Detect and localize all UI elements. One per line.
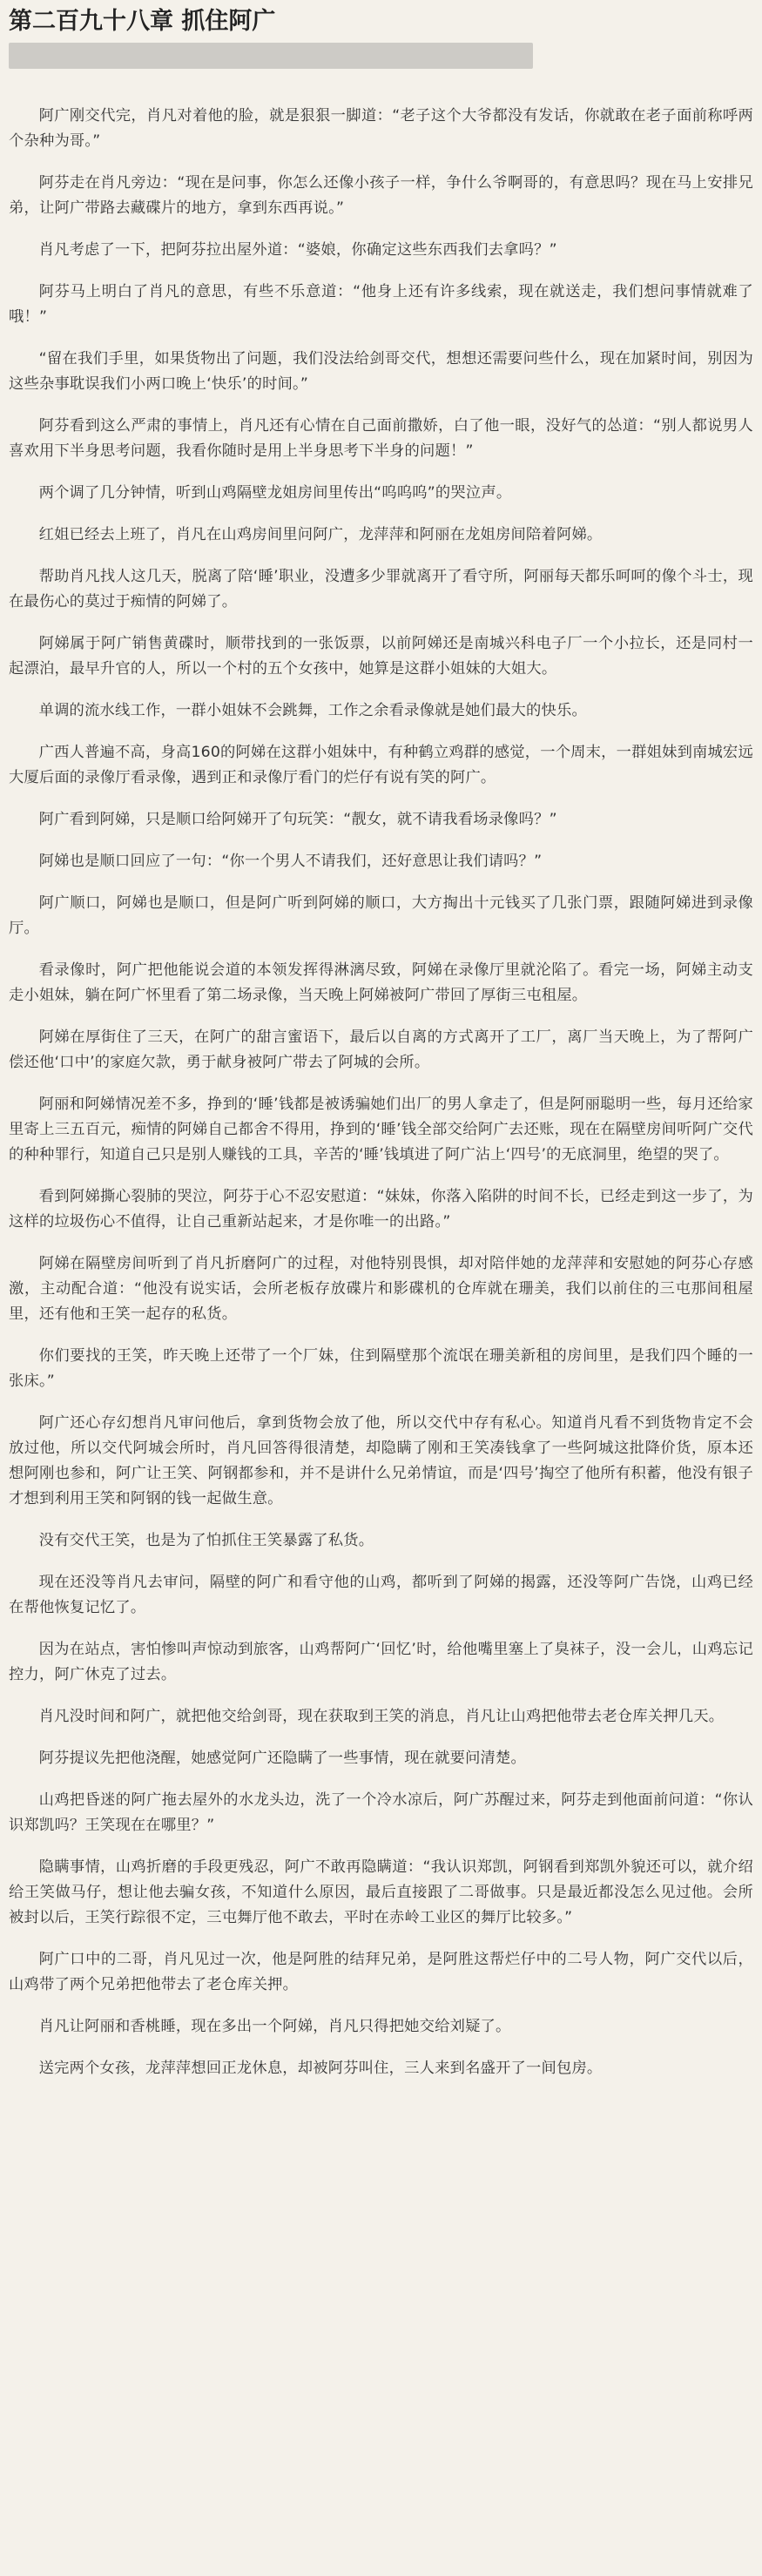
paragraph: 阿芬马上明白了肖凡的意思，有些不乐意道：“他身上还有许多线索，现在就送走，我们想问事情就难了哦！” xyxy=(9,283,753,326)
paragraph: 阿芬提议先把他浇醒，她感觉阿广还隐瞒了一些事情，现在就要问清楚。 xyxy=(38,1750,526,1767)
paragraph: 阿娣也是顺口回应了一句：“你一个男人不请我们，还好意思让我们请吗？” xyxy=(38,853,543,870)
paragraph: 阿广口中的二哥，肖凡见过一次，他是阿胜的结拜兄弟，是阿胜这帮烂仔中的二号人物，阿广交代以后，山鸡带了两个兄弟把他带去了老仓库关押。 xyxy=(9,1951,753,1993)
paragraph: 阿丽和阿娣情况差不多，挣到的‘睡’钱都是被诱骗她们出厂的男人拿走了，但是阿丽聪明一些，每月还给家里寄上三五百元，痴情的阿娣自己都舍不得用，挣到的‘睡’钱全部交给阿广去还账，现在在隔壁房间听阿广交代的种种罪行，知道自己只是别人赚钱的工具，辛苦的‘睡’钱填进了阿广沾上‘四号’的无底洞里，绝望的哭了。 xyxy=(9,1096,753,1163)
paragraph: 阿广还心存幻想肖凡审问他后，拿到货物会放了他，所以交代中存有私心。知道肖凡看不到货物肯定不会放过他，所以交代阿城会所时，肖凡回答得很清楚，却隐瞒了刚和王笑凑钱拿了一些阿城这批降价货，原本还想阿刚也参和，阿广让王笑、阿钢都参和，并不是讲什么兄弟情谊，而是‘四号’掏空了他所有积蓄，他没有银子才想到利用王笑和阿钢的钱一起做生意。 xyxy=(9,1414,753,1507)
paragraph: 隐瞒事情，山鸡折磨的手段更残忍，阿广不敢再隐瞒道：“我认识郑凯，阿钢看到郑凯外貌还可以，就介绍给王笑做马仔，想让他去骗女孩，不知道什么原因，最后直接跟了二哥做事。只是最近都没怎么见过他。会所被封以后，王笑行踪很不定，三屯舞厅他不敢去，平时在赤岭工业区的舞厅比较多。” xyxy=(9,1858,753,1926)
paragraph: 肖凡考虑了一下，把阿芬拉出屋外道：“婆娘，你确定这些东西我们去拿吗？” xyxy=(38,241,557,259)
paragraph: 肖凡让阿丽和香桃睡，现在多出一个阿娣，肖凡只得把她交给刘疑了。 xyxy=(38,2018,511,2035)
paragraph: 看到阿娣撕心裂肺的哭泣，阿芬于心不忍安慰道：“妹妹，你落入陷阱的时间不长，已经走到这一步了，为这样的垃圾伤心不值得，让自己重新站起来，才是你唯一的出路。” xyxy=(9,1188,753,1231)
paragraph: 阿娣在隔壁房间听到了肖凡折磨阿广的过程，对他特别畏惧，却对陪伴她的龙萍萍和安慰她的阿芬心存感激，主动配合道：“他没有说实话，会所老板存放碟片和影碟机的仓库就在珊美，我们以前住的三屯那间租屋里，还有他和王笑一起存的私货。 xyxy=(9,1255,753,1323)
paragraph: 你们要找的王笑，昨天晚上还带了一个厂妹，住到隔壁那个流氓在珊美新租的房间里，是我们四个睡的一张床。” xyxy=(9,1347,753,1390)
paragraph: 阿娣属于阿广销售黄碟时，顺带找到的一张饭票，以前阿娣还是南城兴科电子厂一个小拉长，还是同村一起漂泊，最早升官的人，所以一个村的五个女孩中，她算是这群小姐妹的大姐大。 xyxy=(9,635,753,678)
paragraph: 两个调了几分钟情，听到山鸡隔壁龙姐房间里传出“呜呜呜”的哭泣声。 xyxy=(38,484,512,502)
paragraph: 阿广顺口，阿娣也是顺口，但是阿广听到阿娣的顺口，大方掏出十元钱买了几张门票，跟随阿娣进到录像厅。 xyxy=(9,894,753,937)
paragraph: 因为在站点，害怕惨叫声惊动到旅客，山鸡帮阿广‘回忆’时，给他嘴里塞上了臭袜子，没一会儿，山鸡忘记控力，阿广休克了过去。 xyxy=(9,1641,753,1683)
paragraph: 帮助肖凡找人这几天，脱离了陪‘睡’职业，没遭多少罪就离开了看守所，阿丽每天都乐呵呵的像个斗士，现在最伤心的莫过于痴情的阿娣了。 xyxy=(9,568,753,610)
chapter-title: 第二百九十八章 抓住阿广 xyxy=(9,8,276,35)
paragraph: 送完两个女孩，龙萍萍想回正龙休息，却被阿芬叫住，三人来到名盛开了一间包房。 xyxy=(38,2060,603,2077)
chapter-content xyxy=(9,104,753,2081)
paragraph: 广西人普遍不高，身高160的阿娣在这群小姐妹中，有种鹤立鸡群的感觉，一个周末，一群姐妹到南城宏远大厦后面的录像厅看录像，遇到正和录像厅看门的烂仔有说有笑的阿广。 xyxy=(9,744,753,786)
paragraph: 阿广看到阿娣，只是顺口给阿娣开了句玩笑：“靓女，就不请我看场录像吗？” xyxy=(38,811,557,828)
paragraph: “留在我们手里，如果货物出了问题，我们没法给剑哥交代，想想还需要问些什么，现在加紧时间，别因为这些杂事耽误我们小两口晚上‘快乐’的时间。” xyxy=(9,350,753,393)
paragraph: 看录像时，阿广把他能说会道的本领发挥得淋漓尽致，阿娣在录像厅里就沦陷了。看完一场，阿娣主动支走小姐妹，躺在阿广怀里看了第二场录像，当天晚上阿娣被阿广带回了厚街三屯租屋。 xyxy=(9,961,753,1004)
paragraph: 肖凡没时间和阿广，就把他交给剑哥，现在获取到王笑的消息，肖凡让山鸡把他带去老仓库关押几天。 xyxy=(38,1708,725,1725)
paragraph: 单调的流水线工作，一群小姐妹不会跳舞，工作之余看录像就是她们最大的快乐。 xyxy=(38,702,587,719)
paragraph: 没有交代王笑，也是为了怕抓住王笑暴露了私货。 xyxy=(38,1532,374,1549)
paragraph: 山鸡把昏迷的阿广拖去屋外的水龙头边，洗了一个冷水凉后，阿广苏醒过来，阿芬走到他面前问道：“你认识郑凯吗？王笑现在在哪里？” xyxy=(9,1791,753,1834)
paragraph: 阿芬走在肖凡旁边：“现在是问事，你怎么还像小孩子一样，争什么爷啊哥的，有意思吗？现在马上安排兄弟，让阿广带路去藏碟片的地方，拿到东西再说。” xyxy=(9,174,753,217)
paragraph: 红姐已经去上班了，肖凡在山鸡房间里问阿广，龙萍萍和阿丽在龙姐房间陪着阿娣。 xyxy=(38,526,603,543)
title-divider-bar xyxy=(9,43,533,69)
paragraph: 阿芬看到这么严肃的事情上，肖凡还有心情在自己面前撒娇，白了他一眼，没好气的怂道：“别人都说男人喜欢用下半身思考问题，我看你随时是用上半身思考下半身的问题！” xyxy=(9,417,753,460)
paragraph: 现在还没等肖凡去审问，隔壁的阿广和看守他的山鸡，都听到了阿娣的揭露，还没等阿广告饶，山鸡已经在帮他恢复记忆了。 xyxy=(9,1574,753,1616)
paragraph: 阿广刚交代完，肖凡对着他的脸，就是狠狠一脚道：“老子这个大爷都没有发话，你就敢在老子面前称呼两个杂种为哥。” xyxy=(9,107,753,150)
paragraph: 阿娣在厚街住了三天，在阿广的甜言蜜语下，最后以自离的方式离开了工厂，离厂当天晚上，为了帮阿广偿还他‘口中’的家庭欠款，勇于献身被阿广带去了阿城的会所。 xyxy=(9,1028,753,1071)
